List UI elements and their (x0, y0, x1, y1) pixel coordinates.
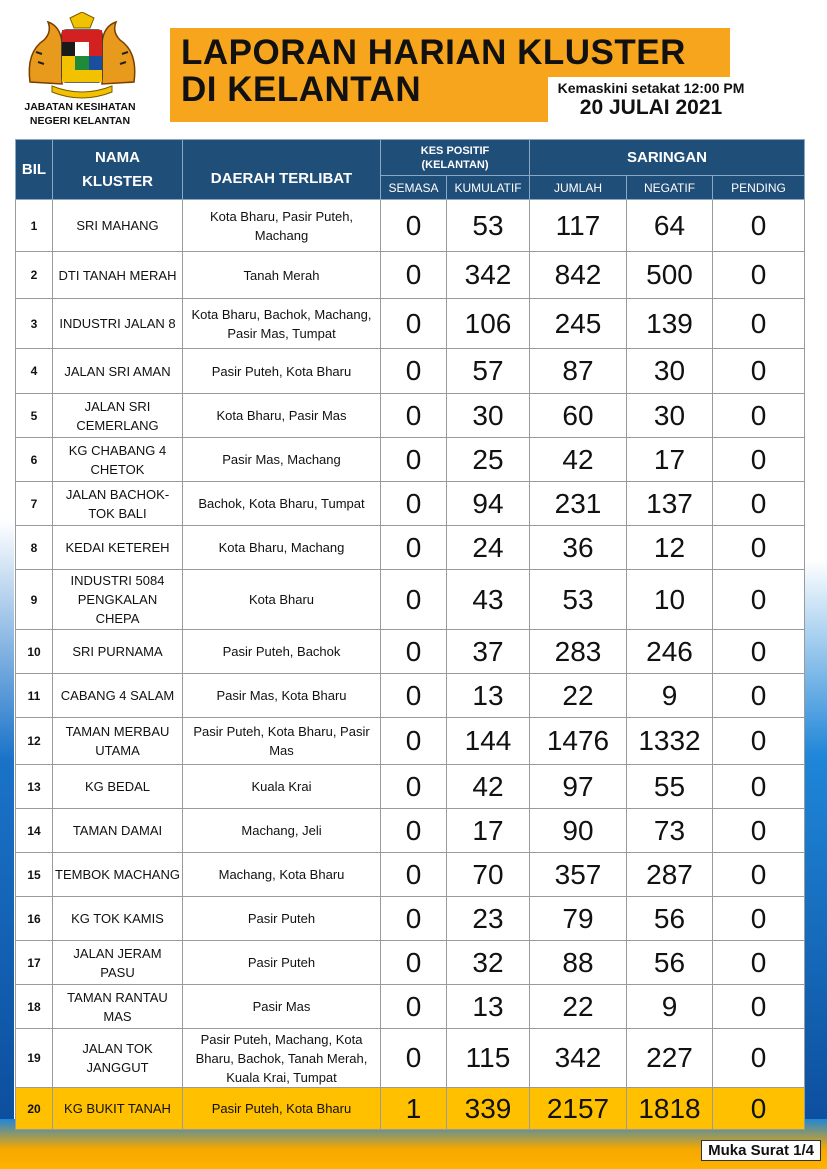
row-cluster-name: TAMAN MERBAU UTAMA (53, 718, 183, 765)
row-jumlah: 53 (530, 570, 627, 630)
cluster-table (15, 139, 805, 1130)
row-kumulatif: 144 (447, 718, 530, 765)
row-cluster-name: JALAN BACHOK-TOK BALI (53, 482, 183, 526)
row-cluster-name: KG BEDAL (53, 765, 183, 809)
row-bil: 5 (16, 394, 53, 438)
row-cluster-name: JALAN JERAM PASU (53, 941, 183, 985)
row-jumlah: 357 (530, 853, 627, 897)
row-jumlah: 22 (530, 985, 627, 1029)
row-semasa: 0 (381, 809, 447, 853)
table-row (16, 349, 805, 394)
table-row (16, 809, 805, 853)
row-bil: 1 (16, 200, 53, 252)
row-districts: Kota Bharu, Machang (183, 526, 381, 570)
row-negatif: 30 (627, 394, 713, 438)
row-bil: 14 (16, 809, 53, 853)
title-line-1: LAPORAN HARIAN KLUSTER (181, 33, 686, 72)
row-kumulatif: 339 (447, 1088, 530, 1130)
row-jumlah: 87 (530, 349, 627, 394)
table-row (16, 1088, 805, 1130)
row-jumlah: 22 (530, 674, 627, 718)
row-districts: Kota Bharu, Pasir Mas (183, 394, 381, 438)
row-semasa: 0 (381, 853, 447, 897)
table-row (16, 482, 805, 526)
row-negatif: 56 (627, 897, 713, 941)
row-bil: 3 (16, 299, 53, 349)
row-semasa: 0 (381, 438, 447, 482)
row-semasa: 0 (381, 674, 447, 718)
table-row (16, 897, 805, 941)
row-districts: Pasir Puteh, Kota Bharu (183, 349, 381, 394)
row-negatif: 17 (627, 438, 713, 482)
row-semasa: 0 (381, 1029, 447, 1088)
row-bil: 19 (16, 1029, 53, 1088)
row-pending: 0 (713, 438, 805, 482)
row-negatif: 246 (627, 630, 713, 674)
col-header-daerah: DAERAH TERLIBAT (183, 140, 381, 200)
row-kumulatif: 115 (447, 1029, 530, 1088)
department-line-1: JABATAN KESIHATAN (24, 101, 136, 113)
group-header-kes-positif (381, 140, 530, 176)
row-pending: 0 (713, 394, 805, 438)
row-bil: 13 (16, 765, 53, 809)
row-bil: 17 (16, 941, 53, 985)
table-row (16, 394, 805, 438)
row-pending: 0 (713, 985, 805, 1029)
row-cluster-name: JALAN SRI AMAN (53, 349, 183, 394)
row-bil: 16 (16, 897, 53, 941)
row-semasa: 0 (381, 349, 447, 394)
row-jumlah: 283 (530, 630, 627, 674)
row-jumlah: 231 (530, 482, 627, 526)
row-negatif: 56 (627, 941, 713, 985)
row-bil: 18 (16, 985, 53, 1029)
row-cluster-name: TAMAN DAMAI (53, 809, 183, 853)
table-row (16, 985, 805, 1029)
row-bil: 10 (16, 630, 53, 674)
row-negatif: 1818 (627, 1088, 713, 1130)
row-bil: 12 (16, 718, 53, 765)
row-bil: 11 (16, 674, 53, 718)
row-pending: 0 (713, 570, 805, 630)
row-bil: 8 (16, 526, 53, 570)
row-districts: Pasir Puteh, Kota Bharu, Pasir Mas (183, 718, 381, 765)
row-pending: 0 (713, 630, 805, 674)
row-kumulatif: 53 (447, 200, 530, 252)
row-negatif: 73 (627, 809, 713, 853)
row-semasa: 0 (381, 630, 447, 674)
row-cluster-name: SRI MAHANG (53, 200, 183, 252)
row-kumulatif: 17 (447, 809, 530, 853)
row-negatif: 227 (627, 1029, 713, 1088)
row-jumlah: 42 (530, 438, 627, 482)
row-bil: 4 (16, 349, 53, 394)
row-districts: Kota Bharu (183, 570, 381, 630)
row-districts: Tanah Merah (183, 252, 381, 299)
row-cluster-name: INDUSTRI JALAN 8 (53, 299, 183, 349)
row-negatif: 287 (627, 853, 713, 897)
row-pending: 0 (713, 674, 805, 718)
row-kumulatif: 25 (447, 438, 530, 482)
row-negatif: 64 (627, 200, 713, 252)
col-header-nama-line2: KLUSTER (82, 172, 153, 190)
row-pending: 0 (713, 765, 805, 809)
row-jumlah: 842 (530, 252, 627, 299)
col-header-bil: BIL (16, 140, 53, 200)
row-jumlah: 79 (530, 897, 627, 941)
table-row (16, 630, 805, 674)
row-pending: 0 (713, 1029, 805, 1088)
row-jumlah: 1476 (530, 718, 627, 765)
row-pending: 0 (713, 526, 805, 570)
row-kumulatif: 57 (447, 349, 530, 394)
row-negatif: 12 (627, 526, 713, 570)
row-kumulatif: 342 (447, 252, 530, 299)
row-kumulatif: 94 (447, 482, 530, 526)
col-header-negatif: NEGATIF (627, 176, 713, 200)
col-header-nama (53, 140, 183, 200)
department-line-2: NEGERI KELANTAN (29, 115, 131, 127)
row-negatif: 500 (627, 252, 713, 299)
row-bil: 2 (16, 252, 53, 299)
table-row (16, 941, 805, 985)
row-kumulatif: 13 (447, 674, 530, 718)
row-cluster-name: KG TOK KAMIS (53, 897, 183, 941)
decorative-wave-left (0, 520, 14, 1120)
row-jumlah: 90 (530, 809, 627, 853)
table-row (16, 853, 805, 897)
row-kumulatif: 24 (447, 526, 530, 570)
row-semasa: 0 (381, 482, 447, 526)
updated-label: Kemaskini setakat 12:00 PM (557, 80, 745, 96)
row-cluster-name: JALAN SRI CEMERLANG (53, 394, 183, 438)
row-pending: 0 (713, 1088, 805, 1130)
row-semasa: 0 (381, 985, 447, 1029)
table-row (16, 765, 805, 809)
row-semasa: 1 (381, 1088, 447, 1130)
row-bil: 9 (16, 570, 53, 630)
row-semasa: 0 (381, 718, 447, 765)
table-row (16, 438, 805, 482)
department-name (10, 100, 150, 128)
row-kumulatif: 13 (447, 985, 530, 1029)
row-cluster-name: KG BUKIT TANAH (53, 1088, 183, 1130)
row-districts: Pasir Mas, Machang (183, 438, 381, 482)
decorative-wave-right (805, 560, 827, 1120)
row-semasa: 0 (381, 765, 447, 809)
row-cluster-name: TAMAN RANTAU MAS (53, 985, 183, 1029)
table-row (16, 526, 805, 570)
row-districts: Pasir Mas (183, 985, 381, 1029)
row-cluster-name: JALAN TOK JANGGUT (53, 1029, 183, 1088)
row-districts: Pasir Puteh, Kota Bharu (183, 1088, 381, 1130)
title-line-2: DI KELANTAN (181, 70, 422, 109)
col-header-pending: PENDING (713, 176, 805, 200)
col-header-kumulatif: KUMULATIF (447, 176, 530, 200)
row-pending: 0 (713, 299, 805, 349)
row-semasa: 0 (381, 299, 447, 349)
row-negatif: 10 (627, 570, 713, 630)
row-kumulatif: 106 (447, 299, 530, 349)
row-districts: Pasir Mas, Kota Bharu (183, 674, 381, 718)
row-cluster-name: KEDAI KETEREH (53, 526, 183, 570)
row-pending: 0 (713, 941, 805, 985)
row-semasa: 0 (381, 941, 447, 985)
row-negatif: 30 (627, 349, 713, 394)
row-bil: 20 (16, 1088, 53, 1130)
row-districts: Kota Bharu, Pasir Puteh, Machang (183, 200, 381, 252)
row-districts: Machang, Jeli (183, 809, 381, 853)
row-cluster-name: KG CHABANG 4 CHETOK (53, 438, 183, 482)
table-row (16, 1029, 805, 1088)
row-semasa: 0 (381, 200, 447, 252)
group-header-kes-line2: (KELANTAN) (421, 158, 489, 171)
row-kumulatif: 43 (447, 570, 530, 630)
row-negatif: 139 (627, 299, 713, 349)
col-header-jumlah: JUMLAH (530, 176, 627, 200)
row-kumulatif: 42 (447, 765, 530, 809)
row-jumlah: 245 (530, 299, 627, 349)
row-pending: 0 (713, 349, 805, 394)
table-row (16, 252, 805, 299)
row-pending: 0 (713, 482, 805, 526)
updated-date: 20 JULAI 2021 (579, 96, 723, 119)
row-pending: 0 (713, 853, 805, 897)
row-cluster-name: SRI PURNAMA (53, 630, 183, 674)
row-kumulatif: 70 (447, 853, 530, 897)
group-header-saringan: SARINGAN (530, 140, 805, 176)
row-pending: 0 (713, 252, 805, 299)
page-number: Muka Surat 1/4 (701, 1140, 821, 1161)
row-jumlah: 60 (530, 394, 627, 438)
row-bil: 7 (16, 482, 53, 526)
row-kumulatif: 37 (447, 630, 530, 674)
row-negatif: 9 (627, 985, 713, 1029)
row-cluster-name: TEMBOK MACHANG (53, 853, 183, 897)
row-districts: Pasir Puteh (183, 897, 381, 941)
row-jumlah: 88 (530, 941, 627, 985)
row-negatif: 55 (627, 765, 713, 809)
row-districts: Pasir Puteh, Machang, Kota Bharu, Bachok, Tanah Merah, Kuala Krai, Tumpat (183, 1029, 381, 1088)
row-districts: Kota Bharu, Bachok, Machang, Pasir Mas, Tumpat (183, 299, 381, 349)
table-row (16, 718, 805, 765)
row-kumulatif: 30 (447, 394, 530, 438)
row-districts: Pasir Puteh, Bachok (183, 630, 381, 674)
row-bil: 15 (16, 853, 53, 897)
row-cluster-name: INDUSTRI 5084 PENGKALAN CHEPA (53, 570, 183, 630)
row-kumulatif: 32 (447, 941, 530, 985)
group-header-kes-line1: KES POSITIF (420, 144, 490, 157)
row-semasa: 0 (381, 526, 447, 570)
row-cluster-name: CABANG 4 SALAM (53, 674, 183, 718)
row-kumulatif: 23 (447, 897, 530, 941)
update-box (548, 77, 754, 125)
row-negatif: 1332 (627, 718, 713, 765)
row-jumlah: 2157 (530, 1088, 627, 1130)
row-semasa: 0 (381, 252, 447, 299)
col-header-semasa: SEMASA (381, 176, 447, 200)
row-pending: 0 (713, 718, 805, 765)
coat-of-arms-logo (22, 12, 142, 102)
table-row (16, 200, 805, 252)
row-jumlah: 117 (530, 200, 627, 252)
row-jumlah: 36 (530, 526, 627, 570)
table-row (16, 299, 805, 349)
row-pending: 0 (713, 200, 805, 252)
row-semasa: 0 (381, 394, 447, 438)
row-negatif: 137 (627, 482, 713, 526)
row-pending: 0 (713, 809, 805, 853)
row-bil: 6 (16, 438, 53, 482)
table-row (16, 570, 805, 630)
row-districts: Bachok, Kota Bharu, Tumpat (183, 482, 381, 526)
table-row (16, 674, 805, 718)
row-negatif: 9 (627, 674, 713, 718)
row-jumlah: 97 (530, 765, 627, 809)
row-semasa: 0 (381, 570, 447, 630)
row-districts: Pasir Puteh (183, 941, 381, 985)
col-header-nama-line1: NAMA (95, 148, 140, 166)
row-pending: 0 (713, 897, 805, 941)
row-districts: Kuala Krai (183, 765, 381, 809)
row-jumlah: 342 (530, 1029, 627, 1088)
row-districts: Machang, Kota Bharu (183, 853, 381, 897)
row-cluster-name: DTI TANAH MERAH (53, 252, 183, 299)
row-semasa: 0 (381, 897, 447, 941)
